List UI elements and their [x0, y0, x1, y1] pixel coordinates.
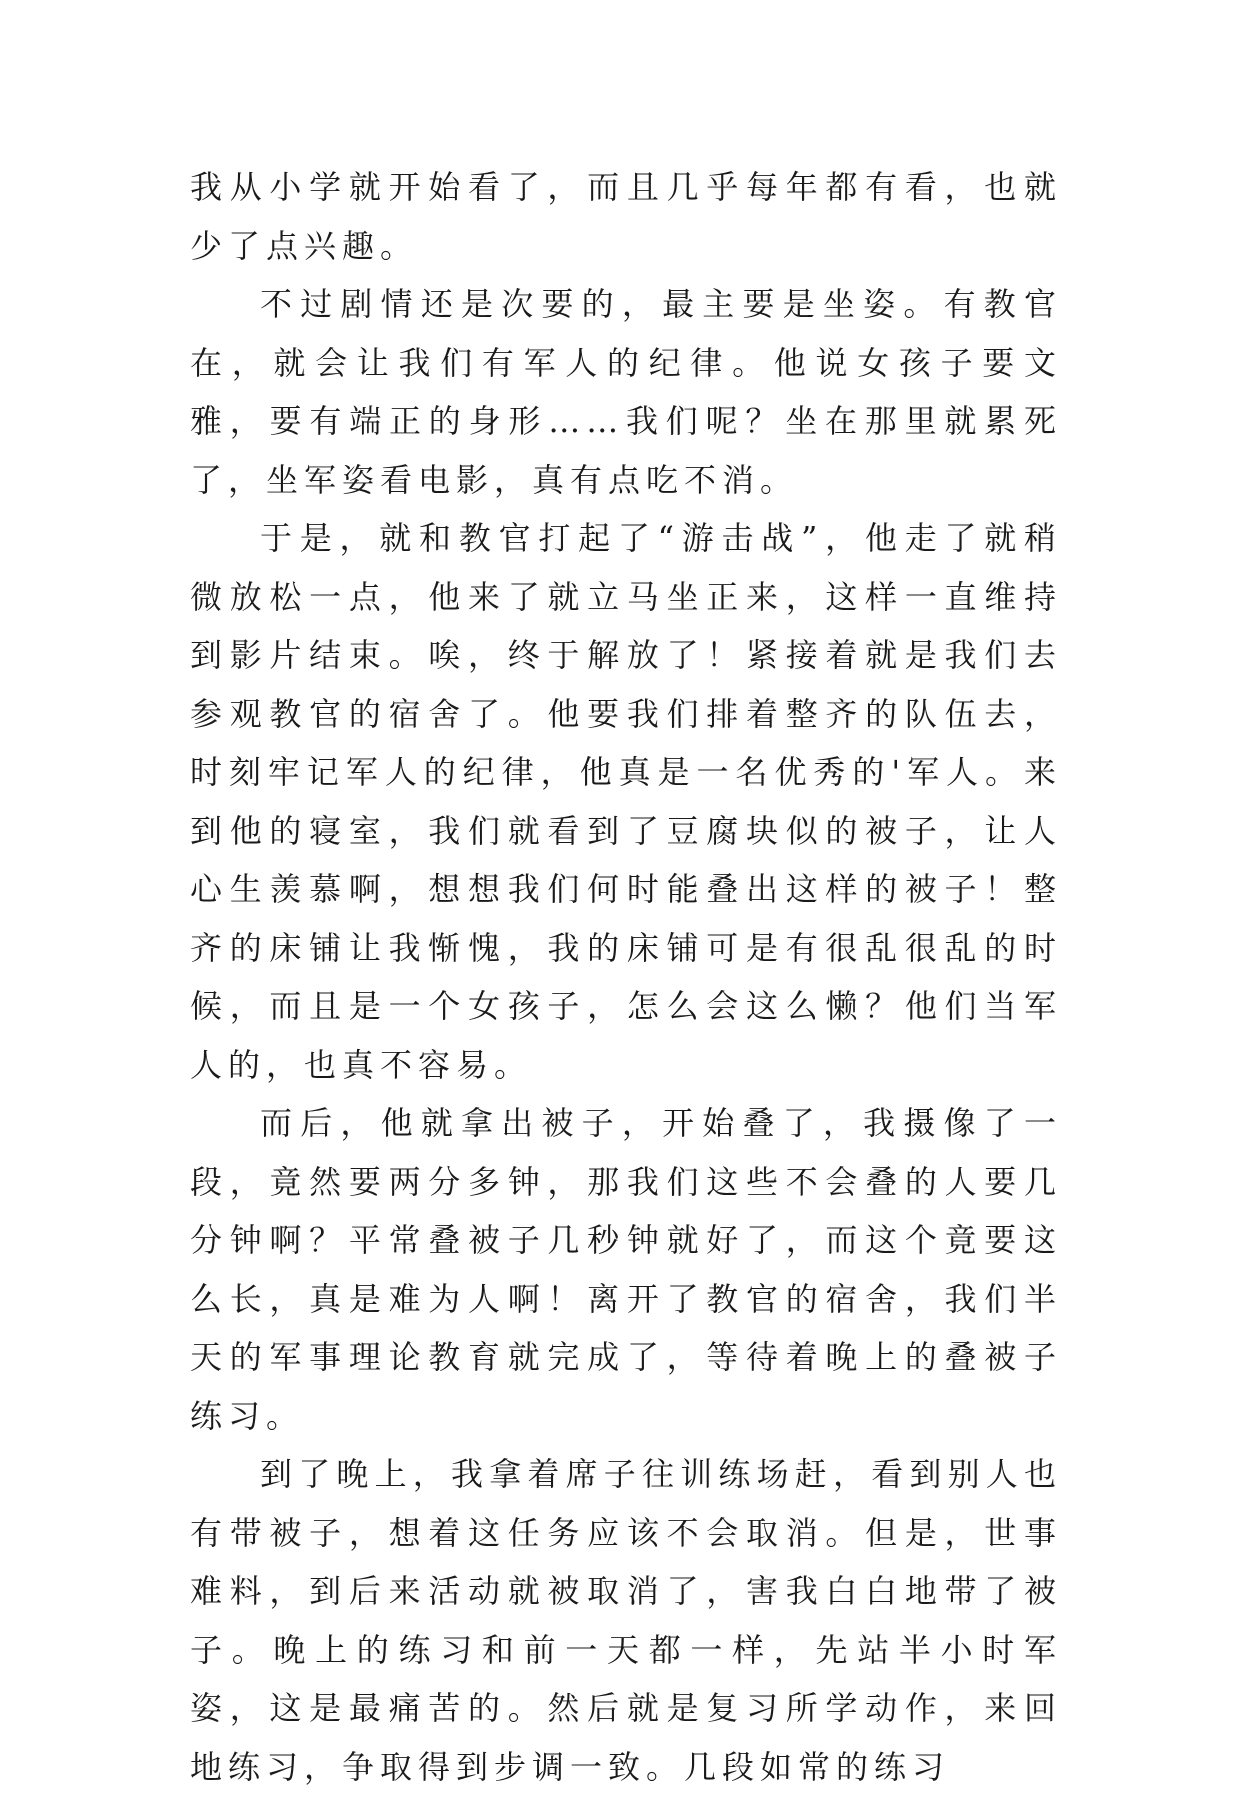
body-text [190, 158, 1062, 1796]
paragraph-1: 我从小学就开始看了，而且几乎每年都有看，也就少了点兴趣。 [190, 168, 1062, 265]
paragraph-5: 到了晚上，我拿着席子往训练场赶，看到别人也有带被子，想着这任务应该不会取消。但是，世事难料，到后来活动就被取消了，害我白白地带了被子。晚上的练习和前一天都一样，先站半小时军姿，这是最痛苦的。然后就是复习所学动作，来回地练习，争取得到步调一致。几段如常的练习 [190, 1455, 1062, 1786]
paragraph-3: 于是，就和教官打起了“游击战”，他走了就稍微放松一点，他来了就立马坐正来，这样一直维持到影片结束。唉，终于解放了！紧接着就是我们去参观教官的宿舍了。他要我们排着整齐的队伍去，时刻牢记军人的纪律，他真是一名优秀的'军人。来到他的寝室，我们就看到了豆腐块似的被子，让人心生羡慕啊，想想我们何时能叠出这样的被子！整齐的床铺让我惭愧，我的床铺可是有很乱很乱的时候，而且是一个女孩子，怎么会这么懒？他们当军人的，也真不容易。 [190, 519, 1062, 1084]
paragraph-2: 不过剧情还是次要的，最主要是坐姿。有教官在，就会让我们有军人的纪律。他说女孩子要文雅，要有端正的身形……我们呢？坐在那里就累死了，坐军姿看电影，真有点吃不消。 [190, 285, 1062, 499]
paragraph-4: 而后，他就拿出被子，开始叠了，我摄像了一段，竟然要两分多钟，那我们这些不会叠的人要几分钟啊？平常叠被子几秒钟就好了，而这个竟要这么长，真是难为人啊！离开了教官的宿舍，我们半天的军事理论教育就完成了，等待着晚上的叠被子练习。 [190, 1104, 1062, 1435]
